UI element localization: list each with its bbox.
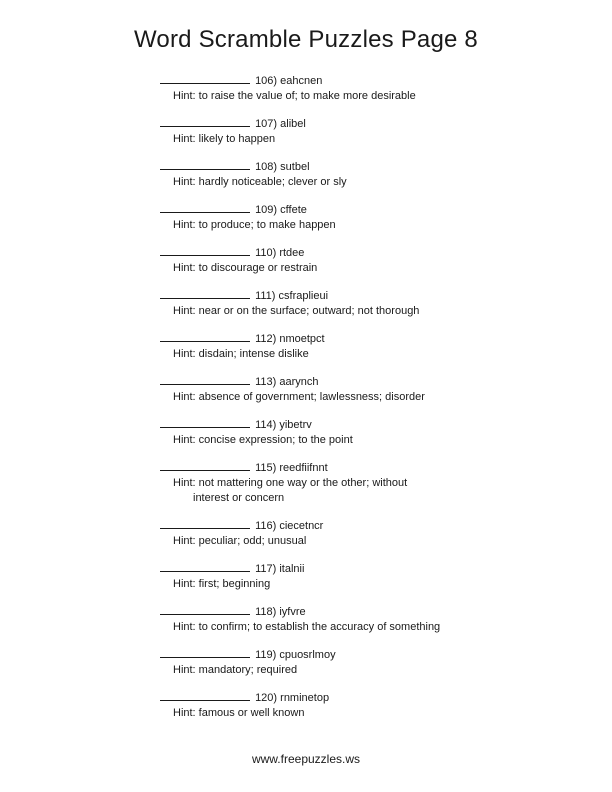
scrambled-word: cffete <box>280 204 307 216</box>
footer-url: www.freepuzzles.ws <box>251 752 361 766</box>
answer-blank[interactable] <box>160 115 250 127</box>
puzzle-number: 106) <box>255 75 278 87</box>
answer-blank[interactable] <box>160 646 250 658</box>
puzzle-number: 112) <box>255 333 277 345</box>
puzzle-number: 118) <box>255 606 277 618</box>
scrambled-word: ciecetncr <box>279 520 324 532</box>
scrambled-word: rnminetop <box>280 692 330 704</box>
puzzle-item <box>160 244 580 287</box>
scrambled-word: iyfvre <box>279 606 306 618</box>
puzzle-item <box>160 158 580 201</box>
puzzle-number: 107) <box>255 118 278 130</box>
answer-blank[interactable] <box>160 689 250 701</box>
puzzle-hint: Hint: concise expression; to the point <box>173 434 353 446</box>
answer-blank[interactable] <box>160 517 250 529</box>
puzzle-hint: Hint: absence of government; lawlessness; disorder <box>173 391 425 403</box>
scrambled-word: cpuosrlmoy <box>279 649 336 661</box>
puzzle-item <box>160 115 580 158</box>
answer-blank[interactable] <box>160 72 250 84</box>
answer-blank[interactable] <box>160 330 250 342</box>
scrambled-word: sutbel <box>280 161 310 173</box>
puzzle-number: 108) <box>255 161 278 173</box>
puzzle-item <box>160 459 580 517</box>
scrambled-word: italnii <box>279 563 305 575</box>
puzzle-list <box>160 72 580 732</box>
puzzle-number: 114) <box>255 419 277 431</box>
puzzle-number: 111) <box>255 290 276 302</box>
puzzle-hint: Hint: to produce; to make happen <box>173 219 336 231</box>
puzzle-item <box>160 517 580 560</box>
puzzle-item <box>160 287 580 330</box>
answer-blank[interactable] <box>160 560 250 572</box>
puzzle-hint: Hint: mandatory; required <box>173 664 298 676</box>
scrambled-word: aarynch <box>279 376 319 388</box>
answer-blank[interactable] <box>160 416 250 428</box>
scrambled-word: rtdee <box>279 247 305 259</box>
puzzle-item <box>160 689 580 732</box>
puzzle-number: 110) <box>255 247 277 259</box>
puzzle-item <box>160 416 580 459</box>
answer-blank[interactable] <box>160 158 250 170</box>
puzzle-hint-continuation: interest or concern <box>193 492 285 504</box>
scrambled-word: nmoetpct <box>279 333 325 345</box>
scrambled-word: alibel <box>280 118 306 130</box>
scrambled-word: yibetrv <box>279 419 312 431</box>
puzzle-hint: Hint: peculiar; odd; unusual <box>173 535 307 547</box>
puzzle-hint: Hint: likely to happen <box>173 133 276 145</box>
puzzle-hint: Hint: to discourage or restrain <box>173 262 318 274</box>
puzzle-hint: Hint: hardly noticeable; clever or sly <box>173 176 347 188</box>
puzzle-hint: Hint: first; beginning <box>173 578 271 590</box>
answer-blank[interactable] <box>160 603 250 615</box>
puzzle-hint: Hint: disdain; intense dislike <box>173 348 309 360</box>
puzzle-item <box>160 560 580 603</box>
scrambled-word: csfraplieui <box>278 290 329 302</box>
puzzle-number: 117) <box>255 563 277 575</box>
puzzle-item <box>160 373 580 416</box>
answer-blank[interactable] <box>160 201 250 213</box>
puzzle-number: 115) <box>255 462 277 474</box>
puzzle-hint: Hint: near or on the surface; outward; not thorough <box>173 305 420 317</box>
puzzle-number: 119) <box>255 649 277 661</box>
puzzle-number: 116) <box>255 520 277 532</box>
page-title: Word Scramble Puzzles Page 8 <box>134 26 478 53</box>
scrambled-word: eahcnen <box>280 75 323 87</box>
answer-blank[interactable] <box>160 459 250 471</box>
puzzle-hint: Hint: famous or well known <box>173 707 305 719</box>
puzzle-hint <box>160 476 580 506</box>
answer-blank[interactable] <box>160 244 250 256</box>
puzzle-item <box>160 330 580 373</box>
puzzle-number: 120) <box>255 692 278 704</box>
puzzle-hint: Hint: to raise the value of; to make more desirable <box>173 90 416 102</box>
puzzle-item <box>160 646 580 689</box>
puzzle-hint: Hint: to confirm; to establish the accuracy of something <box>173 621 441 633</box>
puzzle-item <box>160 72 580 115</box>
scrambled-word: reedfiifnnt <box>279 462 328 474</box>
puzzle-item <box>160 201 580 244</box>
answer-blank[interactable] <box>160 287 250 299</box>
puzzle-number: 113) <box>255 376 277 388</box>
puzzle-hint-line: Hint: not mattering one way or the other; without <box>173 477 408 489</box>
puzzle-number: 109) <box>255 204 278 216</box>
puzzle-item <box>160 603 580 646</box>
answer-blank[interactable] <box>160 373 250 385</box>
